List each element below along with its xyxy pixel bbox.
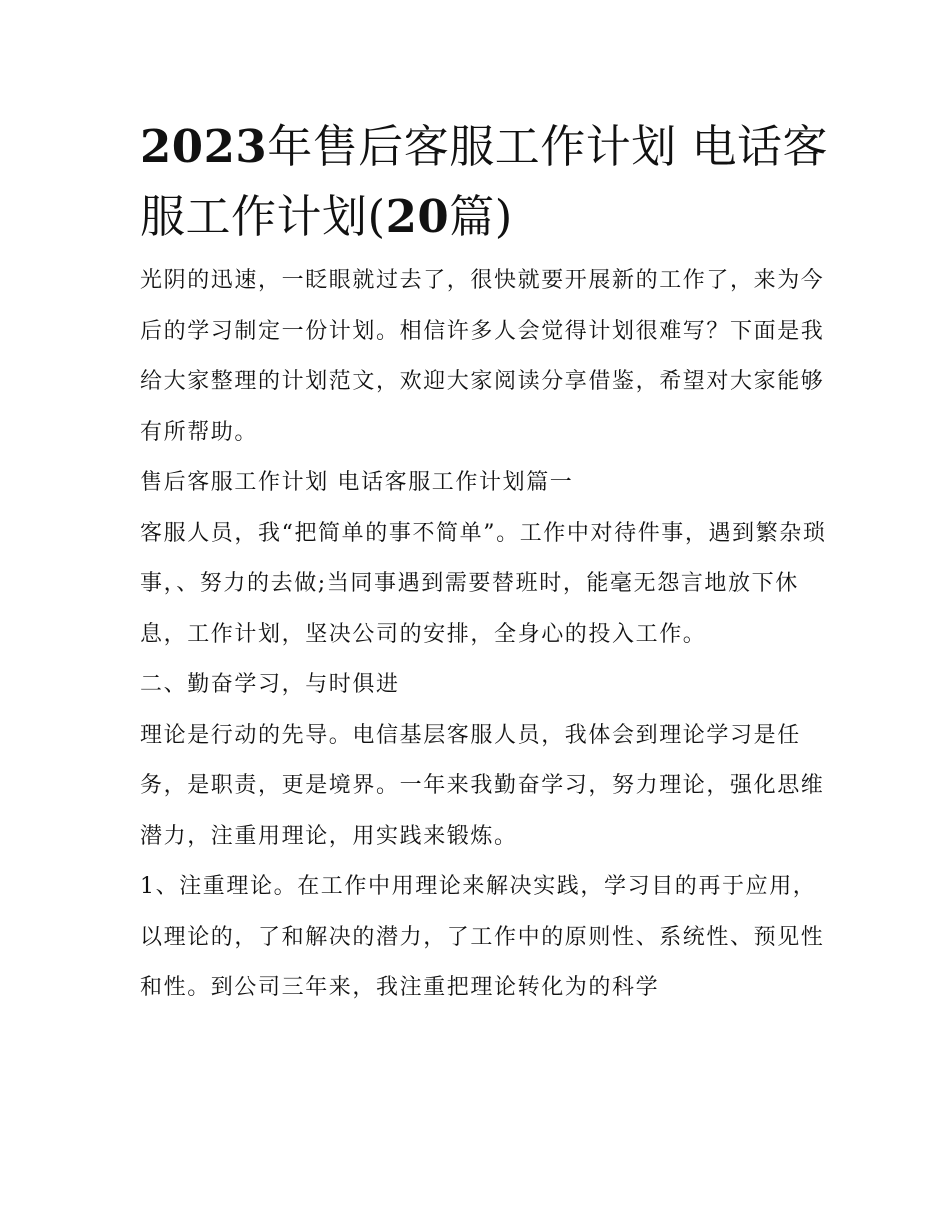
document-page <box>140 112 830 1014</box>
body-paragraph: 客服人员，我“把简单的事不简单”。工作中对待件事，遇到繁杂琐事，、努力的去做;当同事遇到需要替班时，能毫无怨言地放下休息，工作计划，坚决公司的安排，全身心的投入工作。 <box>140 520 827 647</box>
title-year: 2023 <box>140 120 268 173</box>
title-suffix: 篇) <box>449 190 513 243</box>
document-title <box>140 112 830 252</box>
section-heading-2: 二、勤奋学习，与时俱进 <box>140 672 400 697</box>
body-paragraph: 理论是行动的先导。电信基层客服人员，我体会到理论学习是任务，是职责，更是境界。一年来我勤奋学习，努力理论，强化思维潜力，注重用理论，用实践来锻炼。 <box>140 722 825 849</box>
body-paragraph: 1、注重理论。在工作中用理论来解决实践，学习目的再于应用，以理论的，了和解决的潜力，了工作中的原则性、系统性、预见性和性。到公司三年来，我注重把理论转化为的科学 <box>140 874 825 1000</box>
title-count: 20 <box>385 190 450 243</box>
section-heading-1: 售后客服工作计划 电话客服工作计划篇一 <box>140 470 574 495</box>
title-text: 年售后客服工作计划 电话客服工作计划( <box>140 120 829 243</box>
intro-paragraph: 光阴的迅速，一眨眼就过去了，很快就要开展新的工作了，来为今后的学习制定一份计划。相信许多人会觉得计划很难写？下面是我给大家整理的计划范文，欢迎大家阅读分享借鉴，希望对大家能够有所帮助。 <box>140 268 825 445</box>
